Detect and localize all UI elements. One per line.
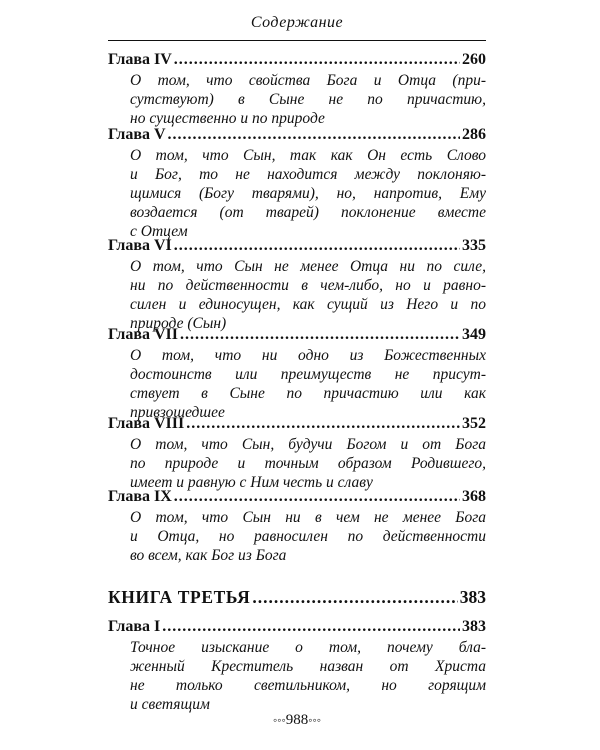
- book-label: КНИГА ТРЕТЬЯ: [108, 587, 251, 607]
- description-line: во всем, как Бог из Бога: [130, 547, 287, 564]
- dot-leader: [186, 414, 460, 434]
- description-line: природе (Сын): [130, 315, 227, 332]
- page-number: 368: [462, 488, 486, 505]
- toc-entry-chapter-8: [108, 414, 486, 434]
- ornament-right-icon: ◦◦◦: [308, 713, 322, 727]
- description-line: привзошедшее: [130, 404, 225, 421]
- dot-leader: [174, 236, 460, 256]
- description-line: О том, что Сын, так как Он есть Слово: [130, 147, 486, 164]
- header-rule: [108, 40, 486, 41]
- description-line: имеет и равную с Ним честь и славу: [130, 474, 373, 491]
- chapter-description: [130, 71, 486, 128]
- folio-page-number: 988: [285, 712, 309, 728]
- description-line: воздается (от тварей) поклонение вместе: [130, 204, 486, 221]
- chapter-label: Глава VIII: [108, 415, 185, 432]
- chapter-description: [130, 257, 486, 333]
- page-number: 335: [462, 237, 486, 254]
- dot-leader: [252, 587, 457, 607]
- chapter-description: [130, 146, 486, 241]
- page-number: 383: [459, 587, 486, 607]
- dot-leader: [180, 325, 460, 345]
- chapter-label: Глава IV: [108, 51, 172, 68]
- page-number: 349: [462, 326, 486, 343]
- description-line: и Отца, но равносилен по действенности: [130, 528, 486, 545]
- description-line: не только светильником, но горящим: [130, 677, 486, 694]
- description-line: и Бог, то не находится между поклоняю-: [130, 166, 486, 183]
- description-line: достоинств или преимуществ не присут-: [130, 366, 486, 383]
- description-line: О том, что свойства Бога и Отца (при-: [130, 72, 486, 89]
- chapter-description: [130, 638, 486, 714]
- chapter-label: Глава V: [108, 126, 166, 143]
- description-line: О том, что ни одно из Божественных: [130, 347, 486, 364]
- description-line: женный Креститель назван от Христа: [130, 658, 486, 675]
- page-number: 352: [462, 415, 486, 432]
- toc-entry-book-3-chapter-1: [108, 617, 486, 637]
- description-line: силен и единосущен, как сущий из Него и по: [130, 296, 486, 313]
- toc-entry-chapter-6: [108, 236, 486, 256]
- toc-entry-book-3: [108, 587, 486, 607]
- toc-entry-chapter-4: [108, 50, 486, 70]
- description-line: сутствуют) в Сыне не по причастию,: [130, 91, 486, 108]
- dot-leader: [168, 125, 460, 145]
- description-line: с Отцем: [130, 223, 188, 240]
- description-line: по природе и точным образом Родившего,: [130, 455, 486, 472]
- page-number: 383: [462, 618, 486, 635]
- description-line: О том, что Сын, будучи Богом и от Бога: [130, 436, 486, 453]
- page-number: 286: [462, 126, 486, 143]
- toc-entry-chapter-7: [108, 325, 486, 345]
- running-head: Содержание: [250, 14, 344, 31]
- chapter-label: Глава VI: [108, 237, 172, 254]
- page-footer: [108, 712, 486, 729]
- toc-page: [108, 0, 486, 750]
- dot-leader: [162, 617, 460, 637]
- chapter-label: Глава VII: [108, 326, 178, 343]
- chapter-description: [130, 346, 486, 422]
- description-line: О том, что Сын ни в чем не менее Бога: [130, 509, 486, 526]
- chapter-label: Глава IX: [108, 488, 172, 505]
- description-line: и светящим: [130, 696, 210, 713]
- description-line: ни по действенности в чем-либо, но и равно-: [130, 277, 486, 294]
- chapter-description: [130, 508, 486, 565]
- chapter-label: Глава I: [108, 618, 161, 635]
- dot-leader: [174, 487, 460, 507]
- page-number: 260: [462, 51, 486, 68]
- chapter-description: [130, 435, 486, 492]
- description-line: Точное изыскание о том, почему бла-: [130, 639, 486, 656]
- dot-leader: [174, 50, 460, 70]
- toc-entry-chapter-5: [108, 125, 486, 145]
- description-line: но существенно и по природе: [130, 110, 325, 127]
- description-line: щимися (Богу тварями), но, напротив, Ему: [130, 185, 486, 202]
- description-line: ствует в Сыне по причастию или как: [130, 385, 486, 402]
- toc-entry-chapter-9: [108, 487, 486, 507]
- ornament-left-icon: ◦◦◦: [272, 713, 286, 727]
- description-line: О том, что Сын не менее Отца ни по силе,: [130, 258, 486, 275]
